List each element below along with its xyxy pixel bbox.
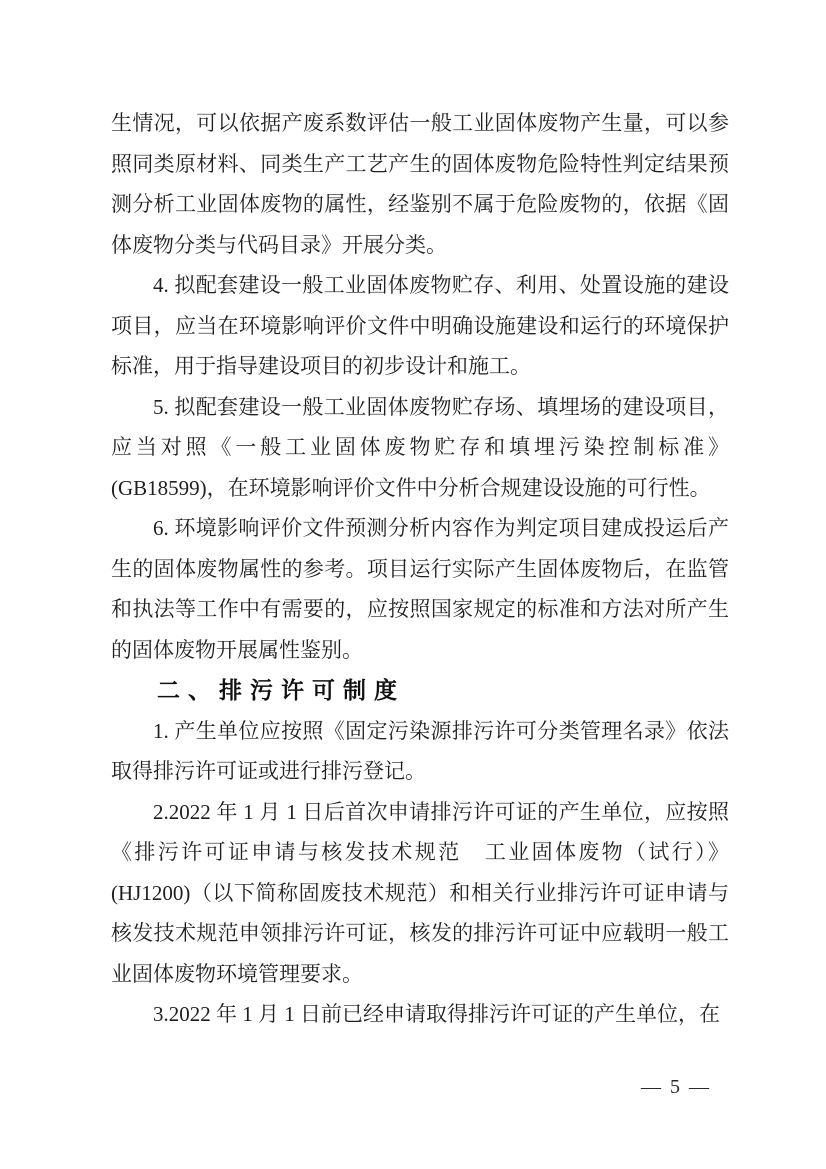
page-footer [641, 1076, 709, 1099]
paragraph-item-5: 5. 拟配套建设一般工业固体废物贮存场、填埋场的建设项目，应当对照《一般工业固体废物贮存和填埋污染控制标准》(GB18599)，在环境影响评价文件中分析合规建设设施的可行性。 [111, 394, 729, 500]
document-body [111, 103, 729, 1035]
paragraph-sec2-item-1: 1. 产生单位应按照《固定污染源排污许可分类管理名录》依法取得排污许可证或进行排污登记。 [111, 718, 729, 783]
page-number: 5 [670, 1076, 680, 1098]
footer-dash-right: — [689, 1076, 709, 1098]
footer-dash-left: — [641, 1076, 661, 1098]
paragraph-sec2-item-2: 2.2022 年 1 月 1 日后首次申请排污许可证的产生单位，应按照《排污许可证申请与核发技术规范 工业固体废物（试行）》(HJ1200)（以下简称固废技术规范）和相关行业排污许可证申请与核发技术规范申领排污许可证，核发的排污许可证中应载明一般工业固体废物环境管理要求。 [111, 799, 729, 986]
paragraph-sec2-item-3: 3.2022 年 1 月 1 日前已经申请取得排污许可证的产生单位，在 [153, 1002, 720, 1026]
paragraph-continuation: 生情况，可以依据产废系数评估一般工业固体废物产生量，可以参照同类原材料、同类生产工艺产生的固体废物危险特性判定结果预测分析工业固体废物的属性，经鉴别不属于危险废物的，依据《固体废物分类与代码目录》开展分类。 [111, 111, 729, 257]
section-heading-permit-system: 二、排污许可制度 [157, 677, 405, 703]
paragraph-item-6: 6. 环境影响评价文件预测分析内容作为判定项目建成投运后产生的固体废物属性的参考。项目运行实际产生固体废物后，在监管和执法等工作中有需要的，应按照国家规定的标准和方法对所产生的固体废物开展属性鉴别。 [111, 516, 729, 662]
paragraph-item-4: 4. 拟配套建设一般工业固体废物贮存、利用、处置设施的建设项目，应当在环境影响评价文件中明确设施建设和运行的环境保护标准，用于指导建设项目的初步设计和施工。 [111, 273, 729, 378]
